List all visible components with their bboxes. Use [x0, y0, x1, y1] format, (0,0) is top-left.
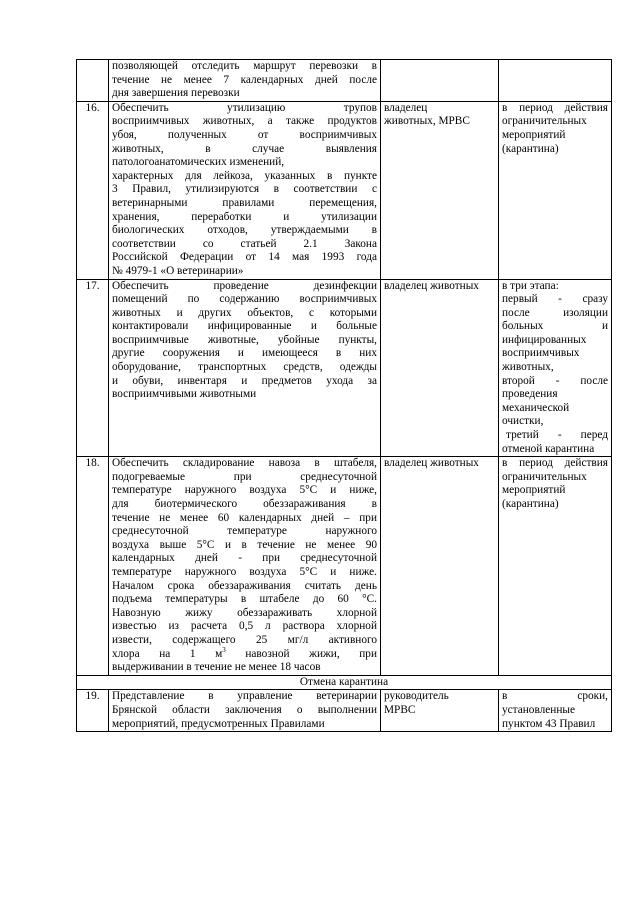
- table-row-18: [77, 457, 612, 676]
- row-number: [77, 60, 109, 102]
- deadline-text: в период действия ограничительных мероприятий (карантина): [499, 457, 612, 676]
- section-header-row: [77, 675, 612, 690]
- row-number: 19.: [77, 690, 109, 732]
- table-row-17: [77, 279, 612, 457]
- measure-text: Представление в управление ветеринарии Брянской области заключения о выполнении мероприятий, предусмотренных Правилами: [109, 690, 381, 732]
- deadline-text: [499, 60, 612, 102]
- table-row-19: [77, 690, 612, 732]
- responsible-text: владелец животных, МРВС: [381, 101, 499, 279]
- responsible-text: руководитель МРВС: [381, 690, 499, 732]
- row-number: 17.: [77, 279, 109, 457]
- measure-text: Обеспечить проведение дезинфекции помещений по содержанию восприимчивых животных и других объектов, с которыми контактировали инфицированные и больные восприимчивые животные, убойные пункты, другие сооружения и имеющееся в них оборудование, транспортных средств, одежды и обуви, инвентаря и предметов ухода за восприимчивыми животными: [109, 279, 381, 457]
- section-header: Отмена карантина: [77, 675, 612, 690]
- responsible-text: владелец животных: [381, 457, 499, 676]
- deadline-text: в три этапа: первый - сразу после изоляции больных и инфицированных восприимчивых животных, второй - после проведения механической очистки, третий - перед отменой карантина: [499, 279, 612, 457]
- measure-line-with-superscript: хлора на 1 $м^3$ навозной жижи, при: [112, 645, 377, 660]
- measure-text: позволяющей отследить маршрут перевозки в течение не менее 7 календарных дней после дня завершения перевозки: [109, 60, 381, 102]
- deadline-text: в период действия ограничительных мероприятий (карантина): [499, 101, 612, 279]
- row-number: 16.: [77, 101, 109, 279]
- row-number: 18.: [77, 457, 109, 676]
- deadline-text: в сроки, установленные пунктом 43 Правил: [499, 690, 612, 732]
- responsible-text: [381, 60, 499, 102]
- table-row-continuation: [77, 60, 612, 102]
- measure-text: Обеспечить складирование навоза в штабеля, подогреваемые при среднесуточной температуре наружного воздуха 5°С и ниже, для биотермического обеззараживания в течение не менее 60 календарных дней – при среднесуточной температуре наружного воздуха выше 5°С и в течение не менее 90 календарных дней - при среднесуточной температуре наружного воздуха 5°С и ниже. Началом срока обеззараживания считать день подъема температуры в штабеле до 60 °С. Навозную жижу обеззараживать хлорной известью из расчета 0,5 л раствора хлорной извести, содержащего 25 мг/л активного хлора на 1 $м^3$ навозной жижи, при выдерживании в течение не менее 18 часов: [109, 457, 381, 676]
- measure-text: Обеспечить утилизацию трупов восприимчивых животных, а также продуктов убоя, полученных от восприимчивых животных, в случае выявления патологоанатомических изменений, характерных для лейкоза, указанных в пункте 3 Правил, утилизируются в соответствии с ветеринарными правилами перемещения, хранения, переработки и утилизации биологических отходов, утверждаемыми в соответствии со статьей 2.1 Закона Российской Федерации от 14 мая 1993 года № 4979-1 «О ветеринарии»: [109, 101, 381, 279]
- table-row-16: [77, 101, 612, 279]
- measures-table: [76, 59, 612, 732]
- responsible-text: владелец животных: [381, 279, 499, 457]
